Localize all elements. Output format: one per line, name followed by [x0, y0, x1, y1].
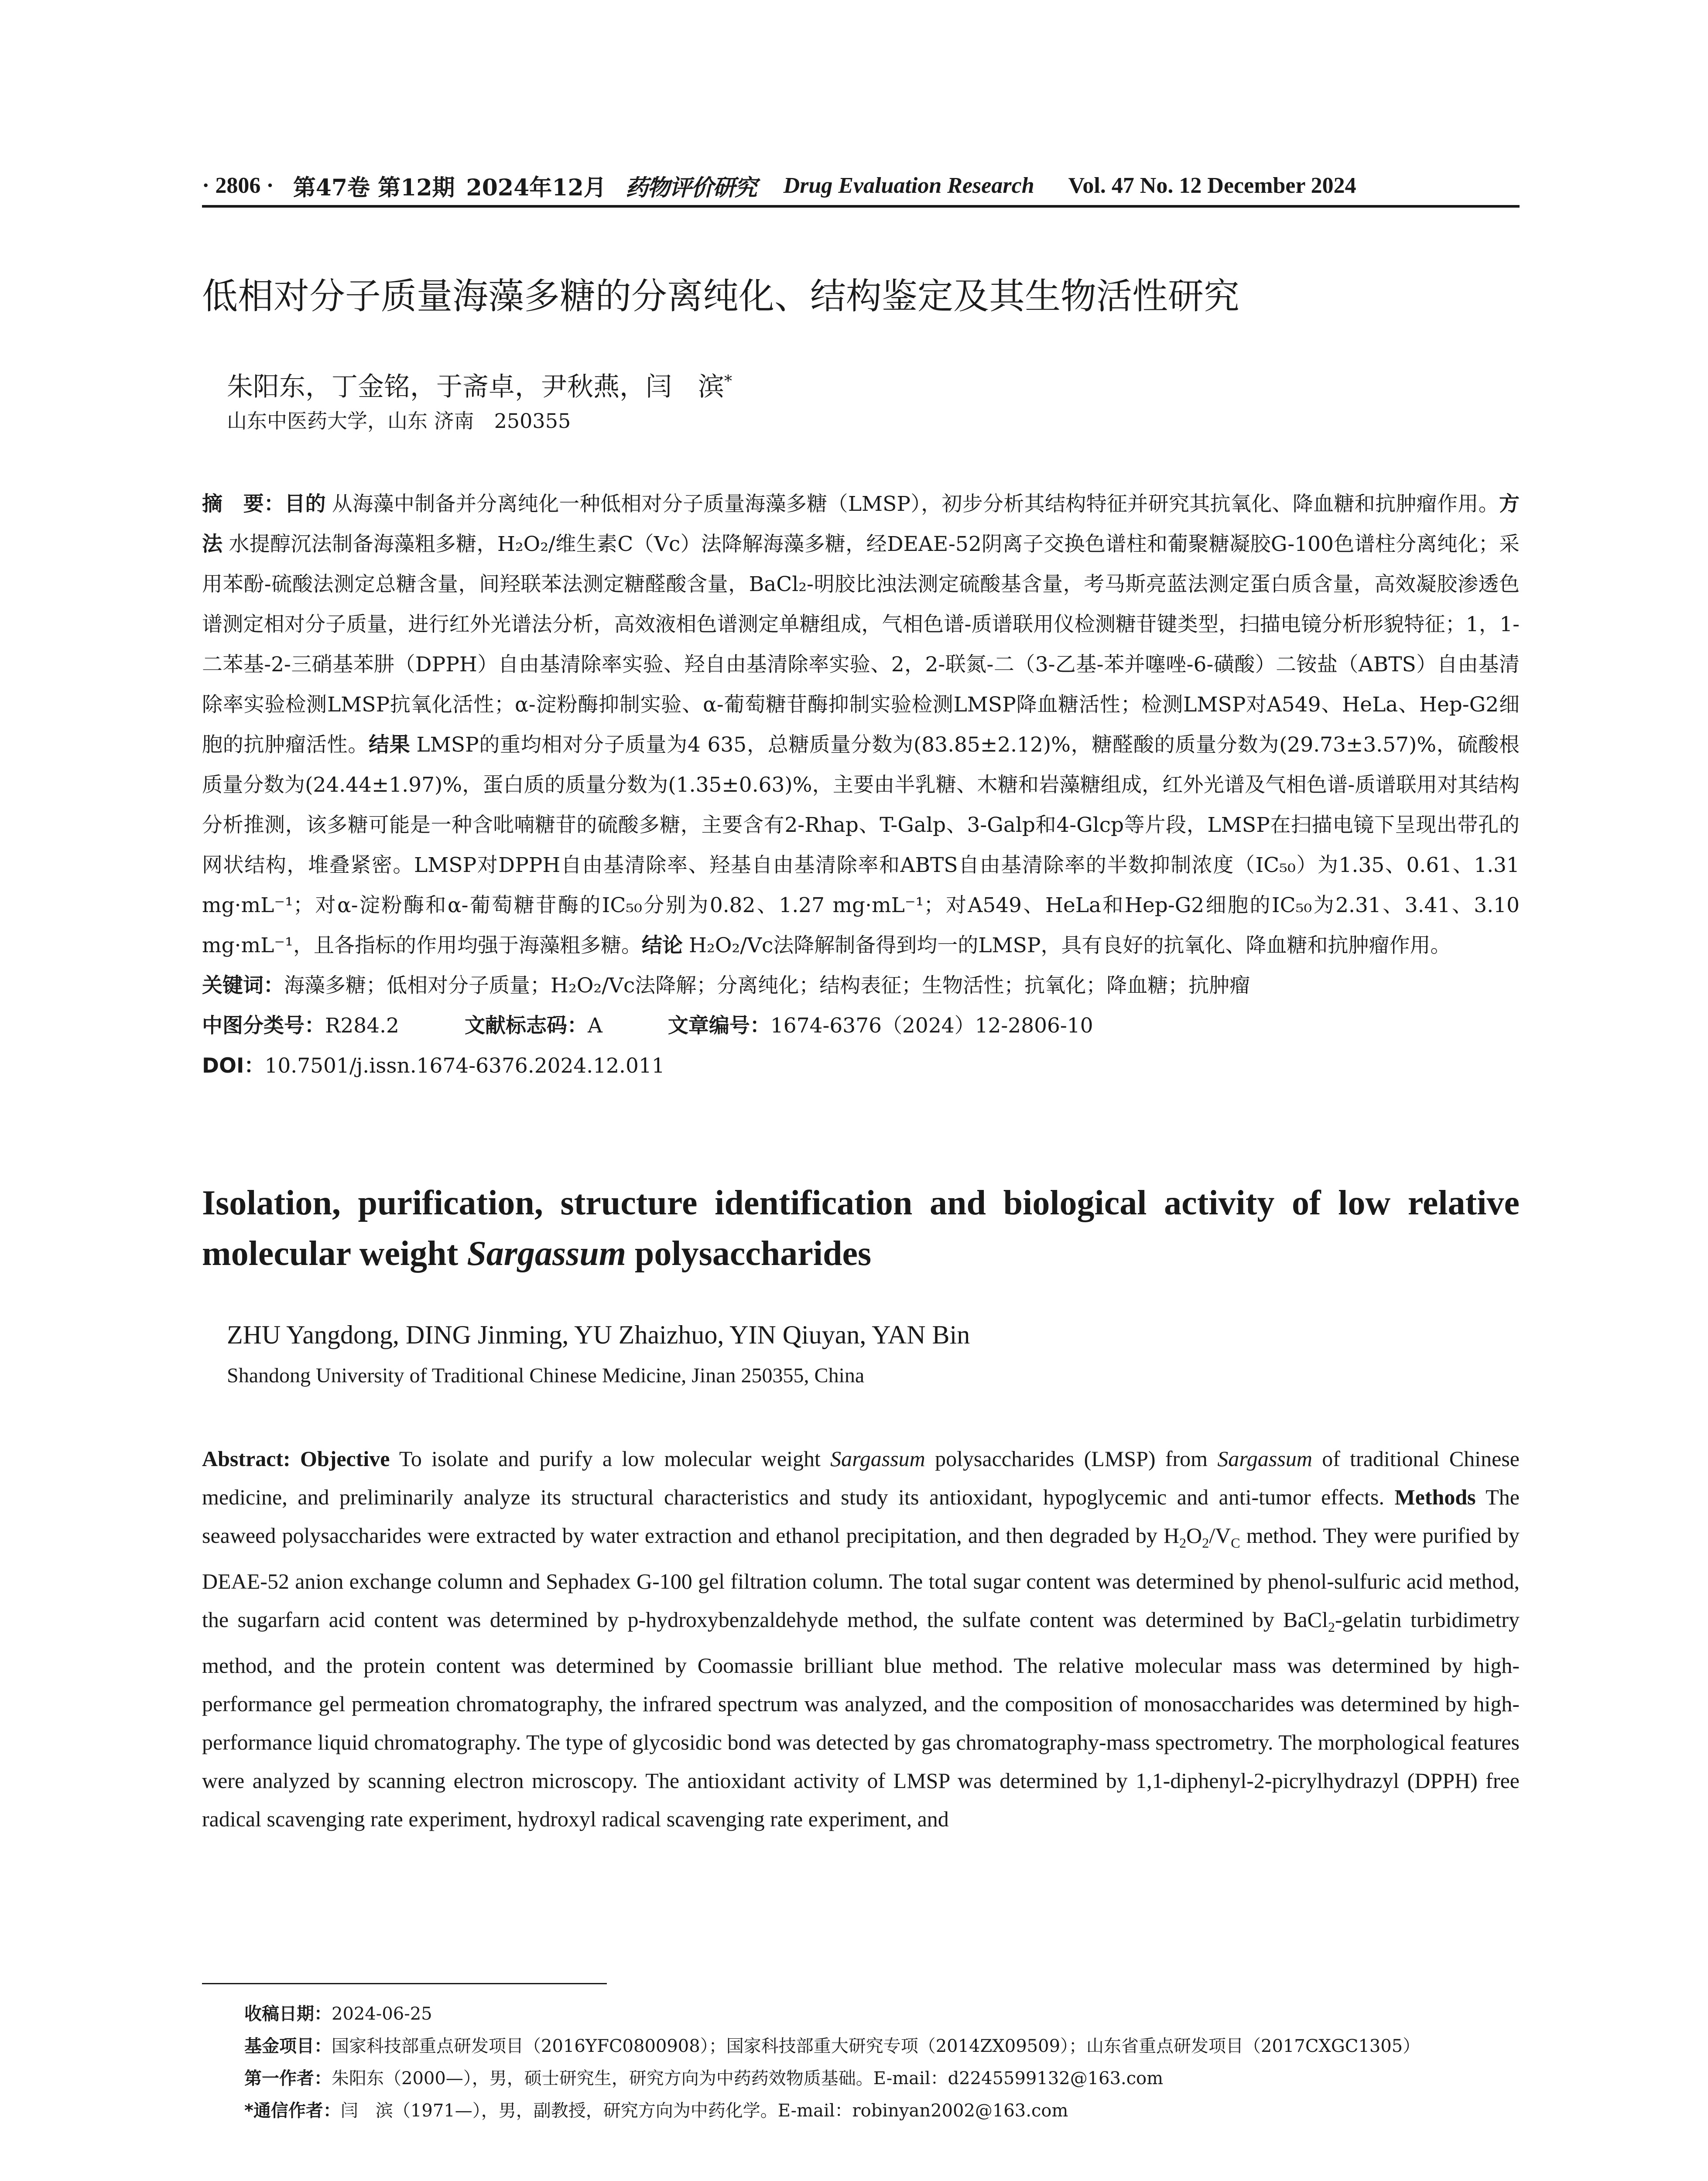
- abstract-en-sub-2c: 2: [1328, 1619, 1335, 1635]
- footnote-received: [244, 1998, 1518, 2030]
- title-en: [202, 1178, 1520, 1279]
- first-author-label: 第一作者：: [244, 2068, 332, 2089]
- keywords-cn: [202, 966, 1520, 1006]
- footnotes: [244, 1998, 1518, 2127]
- fund-text: 国家科技部重点研发项目（2016YFC0800908）；国家科技部重大研究专项（2014ZX09509）；山东省重点研发项目（2017CXGC1305）: [332, 2036, 1420, 2056]
- clc-value: R284.2: [325, 1014, 399, 1038]
- abstract-en-t4: The seaweed polysaccharides were extracted by water extraction and ethanol precipitation, and then degraded by H: [202, 1485, 1520, 1548]
- footnote-corresponding: [244, 2095, 1518, 2127]
- running-header: [202, 166, 1520, 205]
- abstract-en-sub-2b: 2: [1202, 1535, 1209, 1551]
- keywords-cn-label: 关键词：: [202, 974, 284, 998]
- abstract-cn: [202, 484, 1520, 1086]
- objective-label-en: Objective: [300, 1446, 390, 1471]
- article-no-label: 文章编号：: [667, 1014, 770, 1038]
- methods-cn: 水提醇沉法制备海藻粗多糖，H₂O₂/维生素C（Vc）法降解海藻多糖，经DEAE-52阴离子交换色谱柱和葡聚糖凝胶G-100色谱柱分离纯化；采用苯酚-硫酸法测定总糖含量，间羟联苯法测定糖醛酸含量，BaCl₂-明胶比浊法测定硫酸基含量，考马斯亮蓝法测定蛋白质含量，高效凝胶渗透色谱测定相对分子质量，进行红外光谱法分析，高效液相色谱测定单糖组成，气相色谱-质谱联用仪检测糖苷键类型，扫描电镜分析形貌特征；1，1-二苯基-2-三硝基苯肼（DPPH）自由基清除率实验、羟自由基清除率实验、2，2-联氮-二（3-乙基-苯并噻唑-6-磺酸）二铵盐（ABTS）自由基清除率实验检测LMSP抗氧化活性；α-淀粉酶抑制实验、α-葡萄糖苷酶抑制实验检测LMSP降血糖活性；检测LMSP对A549、HeLa、Hep-G2细胞的抗肿瘤活性。: [202, 532, 1520, 757]
- doi-line: [202, 1046, 1520, 1086]
- received-date: 2024-06-25: [332, 2004, 432, 2024]
- corresponding-mark: *: [724, 373, 732, 390]
- results-label-cn: 结果: [369, 733, 411, 757]
- objective-cn: 从海藻中制备并分离纯化一种低相对分子质量海藻多糖（LMSP），初步分析其结构特征并研究其抗氧化、降血糖和抗肿瘤作用。: [332, 492, 1499, 516]
- abstract-cn-label: 摘 要：: [202, 492, 285, 516]
- fund-label: 基金项目：: [244, 2036, 332, 2056]
- results-cn: LMSP的重均相对分子质量为4 635，总糖质量分数为(83.85±2.12)%，糖醛酸的质量分数为(29.73±3.57)%，硫酸根质量分数为(24.44±1.97)%，蛋白质的质量分数为(1.35±0.63)%，主要由半乳糖、木糖和岩藻糖组成，红外光谱及气相色谱-质谱联用对其结构分析推测，该多糖可能是一种含吡喃糖苷的硫酸多糖，主要含有2-Rhap、T-Galp、3-Galp和4-Glcp等片段，LMSP在扫描电镜下呈现出带孔的网状结构，堆叠紧密。LMSP对DPPH自由基清除率、羟基自由基清除率和ABTS自由基清除率的半数抑制浓度（IC₅₀）为1.35、0.61、1.31 mg·mL⁻¹；对α-淀粉酶和α-葡萄糖苷酶的IC₅₀分别为0.82、1.27 mg·mL⁻¹；对A549、HeLa和Hep-G2细胞的IC₅₀为2.31、3.41、3.10 mg·mL⁻¹，且各指标的作用均强于海藻粗多糖。: [202, 733, 1520, 957]
- abstract-en-t5: method. They were purified by DEAE-52 anion exchange column and Sephadex G-100 gel filtration column. The total sugar content was determined by phenol-sulfuric acid method, the sugarfarn acid content was determined by p-hydroxybenzaldehyde method, the sulfate content was determined by BaCl: [202, 1523, 1520, 1632]
- title-en-italic: Sargassum: [467, 1234, 626, 1273]
- clc-label: 中图分类号：: [202, 1014, 325, 1038]
- abstract-en-i1: Sargassum: [830, 1446, 925, 1471]
- abstract-en-t6: -gelatin turbidimetry method, and the protein content was determined by Coomassie brilliant blue method. The relative molecular mass was determined by high-performance gel permeation chromatography, the infrared spectrum was analyzed, and the composition of monosaccharides was determined by high-performance liquid chromatography. The type of glycosidic bond was detected by gas chromatography-mass spectrometry. The morphological features were analyzed by scanning electron microscopy. The antioxidant activity of LMSP was determined by 1,1-diphenyl-2-picrylhydrazyl (DPPH) free radical scavenging rate experiment, hydroxyl radical scavenging rate experiment, and: [202, 1607, 1520, 1831]
- first-author-text: 朱阳东（2000—），男，硕士研究生，研究方向为中药药效物质基础。E-mail：d2245599132@163.com: [332, 2068, 1164, 2089]
- footnote-first-author: [244, 2062, 1518, 2095]
- date-cn: 2024年12月: [466, 174, 606, 201]
- authors-en: ZHU Yangdong, DING Jinming, YU Zhaizhuo, YIN Qiuyan, YAN Bin: [227, 1320, 970, 1349]
- footnote-rule: [202, 1983, 607, 1984]
- abstract-en: [202, 1439, 1520, 1838]
- received-label: 收稿日期：: [244, 2004, 332, 2024]
- footnote-fund: [244, 2030, 1518, 2062]
- abstract-en-t1: To isolate and purify a low molecular weight: [390, 1446, 831, 1471]
- page-number: · 2806 ·: [202, 173, 274, 198]
- abstract-en-label: Abstract:: [202, 1446, 291, 1471]
- doc-code-label: 文献标志码：: [464, 1014, 588, 1038]
- corresponding-text: 闫 滨（1971—），男，副教授，研究方向为中药化学。E-mail：robinyan2002@163.com: [340, 2101, 1068, 2121]
- title-en-part2: polysaccharides: [626, 1234, 872, 1273]
- abstract-en-sub-2a: 2: [1179, 1535, 1187, 1551]
- doi-value: 10.7501/j.issn.1674-6376.2024.12.011: [264, 1054, 665, 1078]
- journal-name-cn: 药物评价研究: [625, 174, 756, 201]
- abstract-cn-body: [202, 484, 1520, 966]
- abstract-en-i2: Sargassum: [1217, 1446, 1312, 1471]
- classification-line: [202, 1006, 1520, 1046]
- keywords-cn-text: 海藻多糖；低相对分子质量；H₂O₂/Vc法降解；分离纯化；结构表征；生物活性；抗氧化；降血糖；抗肿瘤: [284, 974, 1250, 998]
- doc-code-value: A: [587, 1014, 602, 1038]
- header-rule: [202, 205, 1520, 208]
- affiliation-en: Shandong University of Traditional Chinese Medicine, Jinan 250355, China: [227, 1364, 865, 1387]
- doi-label: DOI：: [202, 1054, 265, 1078]
- conclusion-cn: H₂O₂/Vc法降解制备得到均一的LMSP，具有良好的抗氧化、降血糖和抗肿瘤作用。: [689, 933, 1451, 957]
- methods-label-cn: 方法: [202, 492, 1520, 556]
- authors-cn-text: 朱阳东，丁金铭，于斋卓，尹秋燕，闫 滨: [227, 372, 724, 402]
- volume-issue-en: Vol. 47 No. 12 December 2024: [1068, 173, 1356, 198]
- title-cn: 低相对分子质量海藻多糖的分离纯化、结构鉴定及其生物活性研究: [202, 276, 1240, 317]
- authors-cn: [227, 362, 1492, 407]
- journal-name-en: Drug Evaluation Research: [783, 173, 1034, 198]
- article-no-value: 1674-6376（2024）12-2806-10: [770, 1014, 1093, 1038]
- methods-label-en: Methods: [1394, 1485, 1476, 1509]
- volume-issue-cn: 第47卷 第12期: [293, 174, 455, 201]
- title-en-part1: Isolation, purification, structure identification and biological activity of low relative molecular weight: [202, 1184, 1520, 1273]
- conclusion-label-cn: 结论: [642, 933, 683, 957]
- affiliation-cn: 山东中医药大学，山东 济南 250355: [227, 409, 571, 433]
- abstract-en-t2: polysaccharides (LMSP) from: [925, 1446, 1218, 1471]
- abstract-en-t4c: /V: [1209, 1523, 1231, 1548]
- abstract-en-t3: of traditional Chinese medicine, and preliminarily analyze its structural characteristics and study its antioxidant, hypoglycemic and anti-tumor effects.: [202, 1446, 1520, 1509]
- corresponding-label: *通信作者：: [244, 2101, 341, 2121]
- objective-label-cn: 目的: [284, 492, 326, 516]
- abstract-en-t4b: O: [1186, 1523, 1202, 1548]
- abstract-en-sub-c: C: [1231, 1535, 1240, 1551]
